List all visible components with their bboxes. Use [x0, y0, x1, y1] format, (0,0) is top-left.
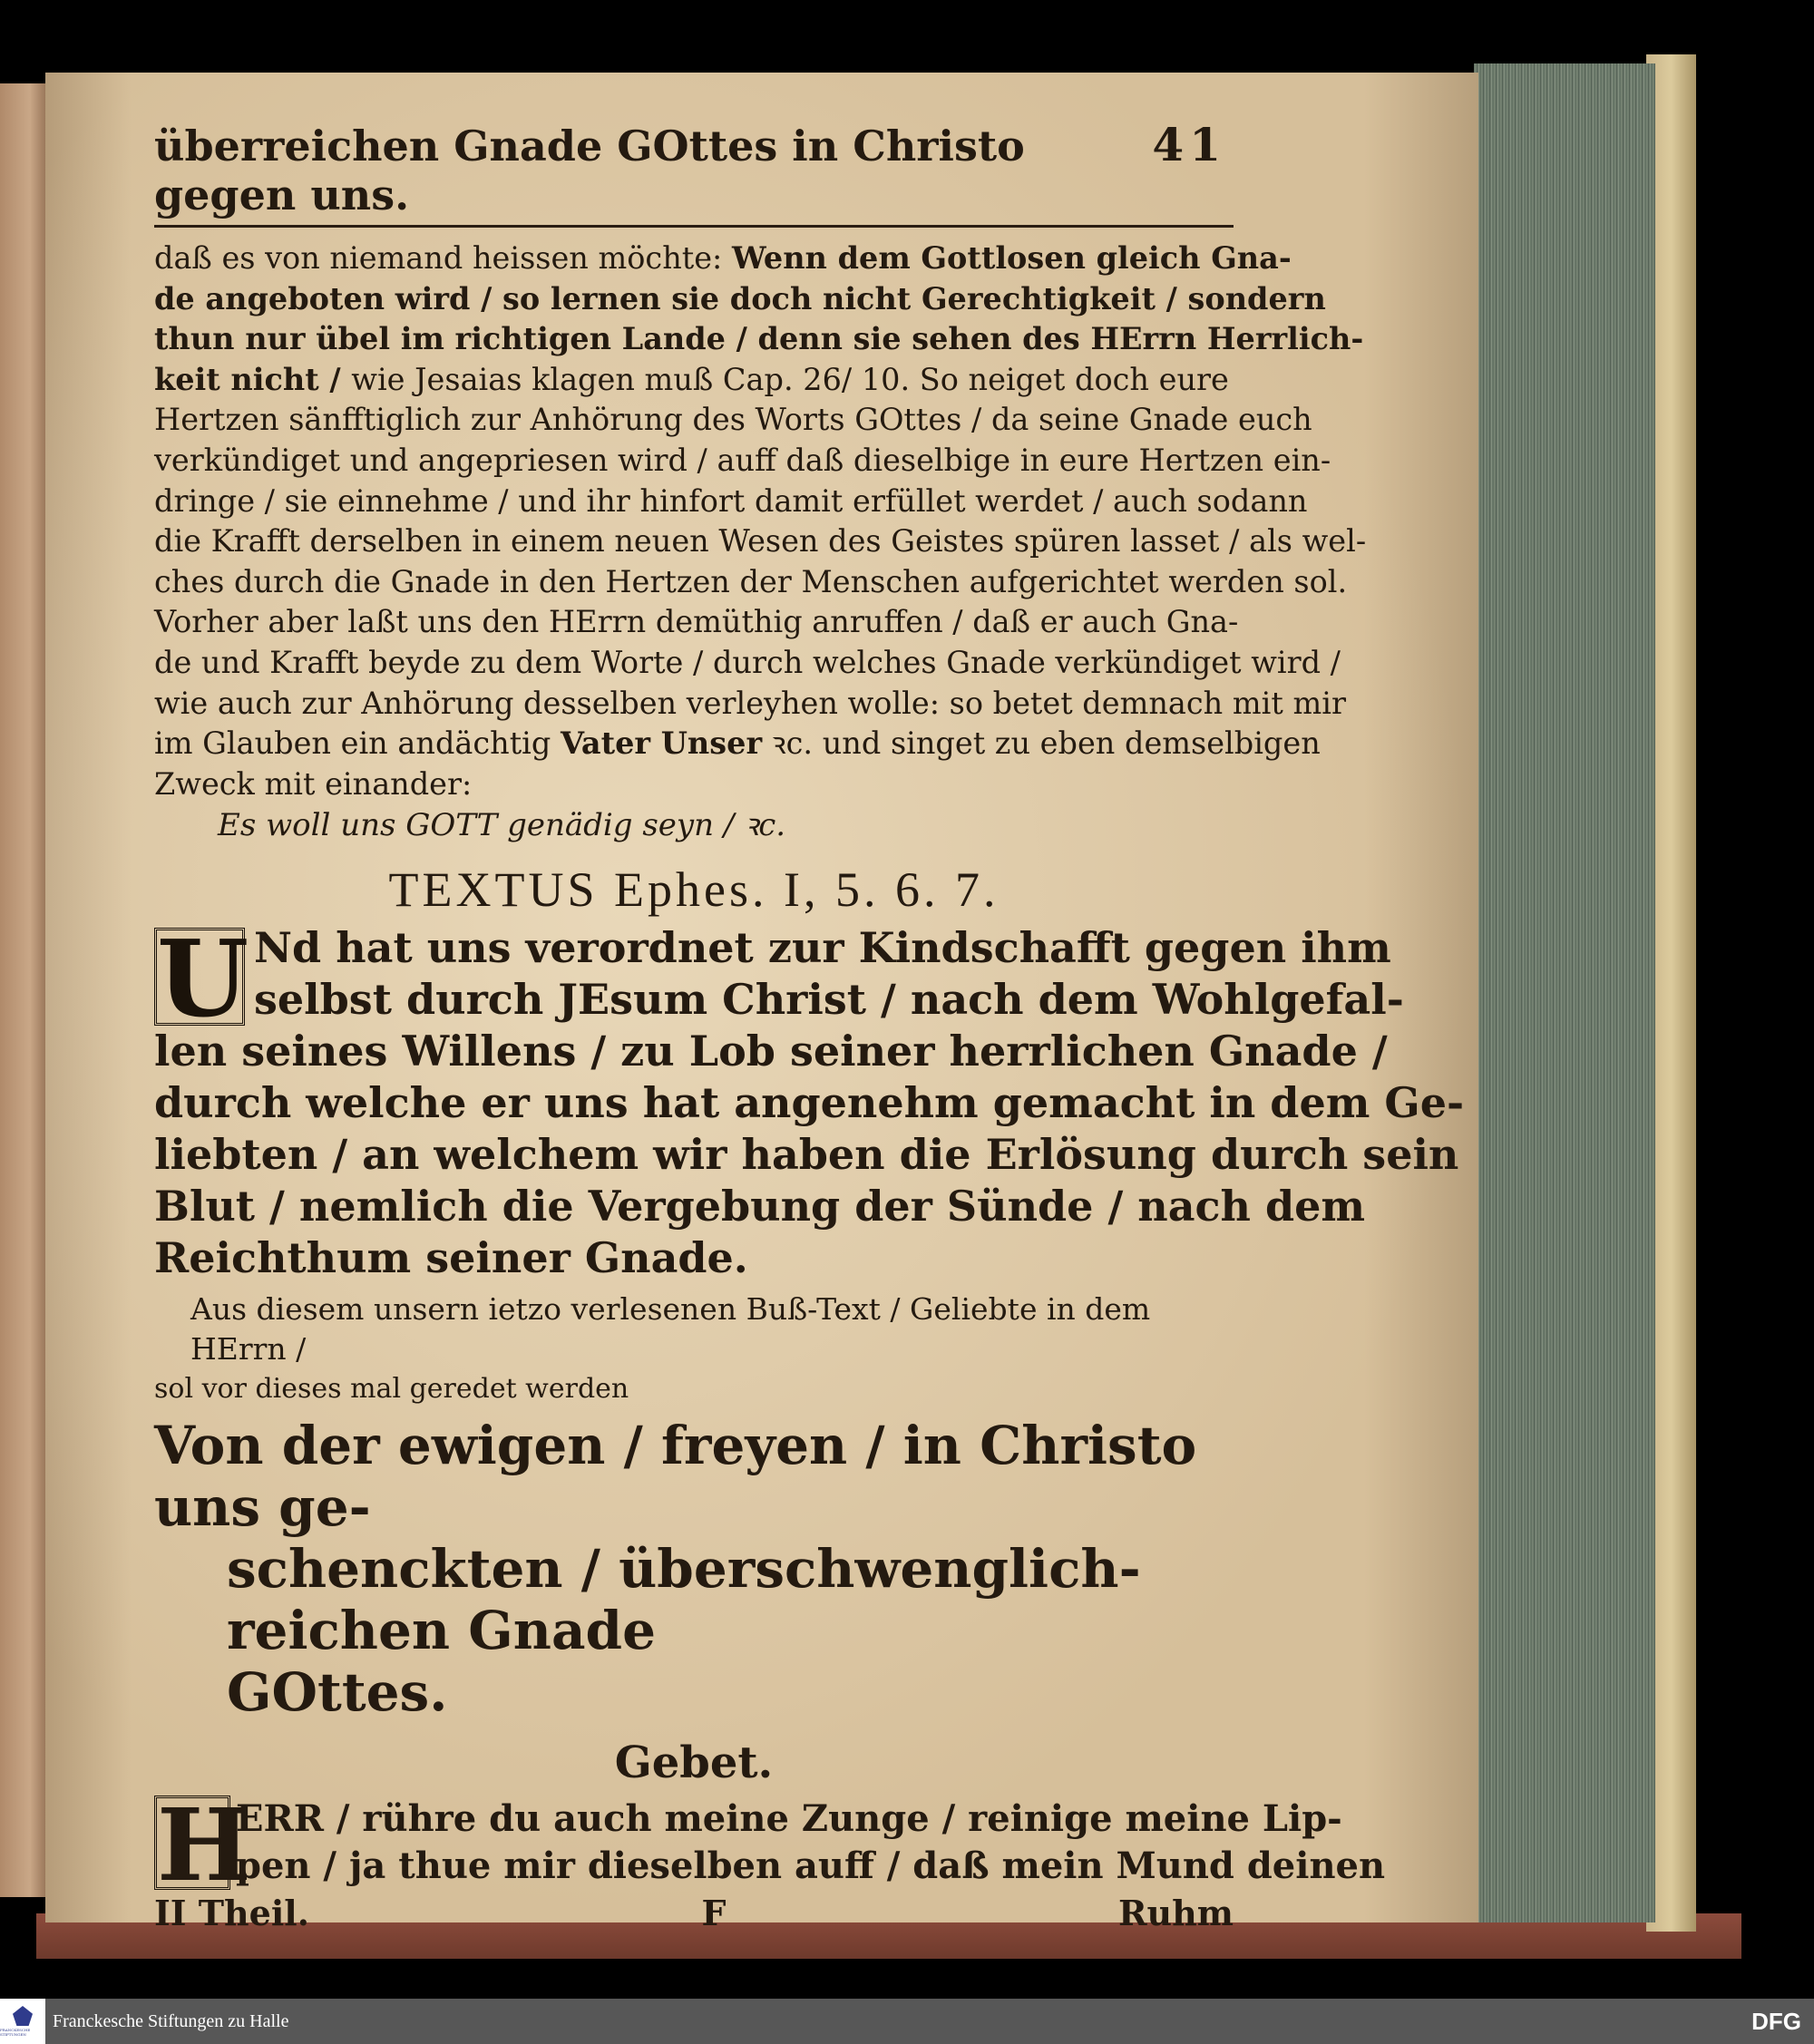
intro-segment-pre: die Krafft derselben in einem neuen Wesen des Geistes spüren lasset / als wel-: [154, 523, 1367, 560]
prayer-line: ERR / rühre du auch meine Zunge / reinige meine Lip-: [236, 1797, 1342, 1841]
intro-segment-pre: ches durch die Gnade in den Hertzen der Menschen aufgerichtet werden sol.: [154, 563, 1348, 599]
textus-heading: TEXTUS Ephes. I, 5. 6. 7.: [388, 862, 1000, 918]
intro-segment-pre: dringe / sie einnehme / und ihr hinfort damit erfüllet werdet / auch sodann: [154, 482, 1308, 519]
running-head: [154, 118, 1234, 228]
intro-line: [154, 724, 1321, 764]
francke-emblem-icon: [13, 2006, 33, 2026]
announcement-line-2: sol vor dieses mal geredet werden: [154, 1373, 629, 1406]
intro-segment-pre: Hertzen sänfftiglich zur Anhörung des Worts GOttes / da seine Gnade euch: [154, 402, 1312, 438]
sermon-heading-line: GOttes.: [227, 1661, 448, 1724]
intro-segment-bold: keit nicht /: [154, 361, 352, 397]
intro-line: [154, 521, 1367, 562]
intro-line: [154, 562, 1348, 603]
intro-line: [154, 441, 1331, 482]
intro-line: [154, 238, 1292, 279]
running-head-title: überreichen Gnade GOttes in Christo gegen uns.: [154, 122, 1025, 219]
intro-segment-pre: Zweck mit einander:: [154, 765, 473, 802]
intro-line: [154, 279, 1326, 320]
announcement-line-1: Aus diesem unsern ietzo verlesenen Buß-Text / Geliebte in dem HErrn /: [190, 1291, 1151, 1368]
sermon-heading: [154, 1415, 1234, 1723]
intro-line: [154, 319, 1364, 360]
intro-segment-post: ꝛc. und singet zu eben demselbigen: [762, 725, 1321, 762]
scripture-line: selbst durch JEsum Christ / nach dem Wohlgefal-: [254, 975, 1404, 1025]
page-number: 41: [1152, 118, 1226, 171]
sermon-heading-line: Von der ewigen / freyen / in Christo uns ge-: [154, 1415, 1197, 1539]
logo-text: FRANCKESCHE STIFTUNGEN: [0, 2028, 31, 2037]
intro-segment-bold: de angeboten wird / so lernen sie doch nicht Gerechtigkeit / sondern: [154, 280, 1326, 316]
intro-segment-pre: daß es von niemand heissen möchte:: [154, 240, 732, 276]
sermon-heading-line: schenckten / überschwenglich-reichen Gnade: [227, 1538, 1141, 1662]
catchword: Ruhm: [1117, 1893, 1234, 1934]
scripture-line: Reichthum seiner Gnade.: [154, 1233, 748, 1283]
part-label: II Theil.: [154, 1893, 309, 1934]
scripture-line: durch welche er uns hat angenehm gemacht in dem Ge-: [154, 1078, 1465, 1128]
intro-segment-bold: thun nur übel im richtigen Lande / denn sie sehen des HErrn Herrlich-: [154, 321, 1364, 357]
viewer-footer-bar: [0, 1999, 1814, 2044]
scripture-text: [154, 918, 1465, 1284]
intro-paragraph: [154, 238, 1367, 804]
institution-name[interactable]: Franckesche Stiftungen zu Halle: [53, 2010, 289, 2031]
scripture-line: len seines Willens / zu Lob seiner herrlichen Gnade /: [154, 1027, 1388, 1076]
page-footer: [154, 1892, 1234, 1935]
institution-logo[interactable]: [0, 1999, 45, 2044]
scripture-dropcap: U: [154, 928, 245, 1026]
intro-line: [154, 602, 1239, 643]
prayer-line: pen / ja thue mir dieselben auff / daß mein Mund deinen: [236, 1844, 1386, 1888]
intro-line: [154, 684, 1346, 725]
scripture-line: liebten / an welchem wir haben die Erlösung durch sein: [154, 1130, 1459, 1180]
intro-segment-pre: verkündiget und angepriesen wird / auff daß dieselbige in eure Hertzen ein-: [154, 442, 1331, 478]
intro-line: [154, 482, 1308, 522]
scripture-line: Nd hat uns verordnet zur Kindschafft gegen ihm: [254, 923, 1391, 973]
intro-segment-pre: de und Krafft beyde zu dem Worte / durch welches Gnade verkündiget wird /: [154, 644, 1341, 680]
intro-segment-pre: wie auch zur Anhörung desselben verleyhen wolle: so betet demnach mit mir: [154, 685, 1346, 721]
intro-segment-bold: Wenn dem Gottlosen gleich Gna-: [732, 240, 1292, 276]
intro-line: [154, 360, 1234, 401]
intro-line: [154, 643, 1341, 684]
scripture-line: Blut / nemlich die Vergebung der Sünde / nach dem: [154, 1182, 1366, 1231]
signature-mark: F: [701, 1893, 727, 1934]
left-page-edge: [0, 83, 50, 1897]
hymn-line: Es woll uns GOTT genädig seyn / ꝛc.: [218, 807, 786, 844]
announcement: [154, 1290, 1234, 1409]
intro-line: [154, 400, 1312, 441]
prayer-text: [154, 1786, 1386, 1904]
intro-segment-bold: Vater Unser: [560, 725, 763, 762]
intro-segment-post: wie Jesaias klagen muß Cap. 26/ 10. So neiget doch eure: [351, 361, 1229, 397]
intro-line: [154, 764, 1234, 805]
dfg-logo[interactable]: DFG: [1751, 2007, 1801, 2035]
page-block-edges: [1474, 63, 1655, 1922]
prayer-dropcap: H: [154, 1796, 230, 1890]
page-content: [154, 118, 1465, 1935]
intro-segment-pre: Vorher aber laßt uns den HErrn demüthig anruffen / daß er auch Gna-: [154, 604, 1239, 640]
prayer-title: Gebet.: [614, 1737, 774, 1789]
intro-segment-pre: im Glauben ein andächtig: [154, 725, 561, 762]
